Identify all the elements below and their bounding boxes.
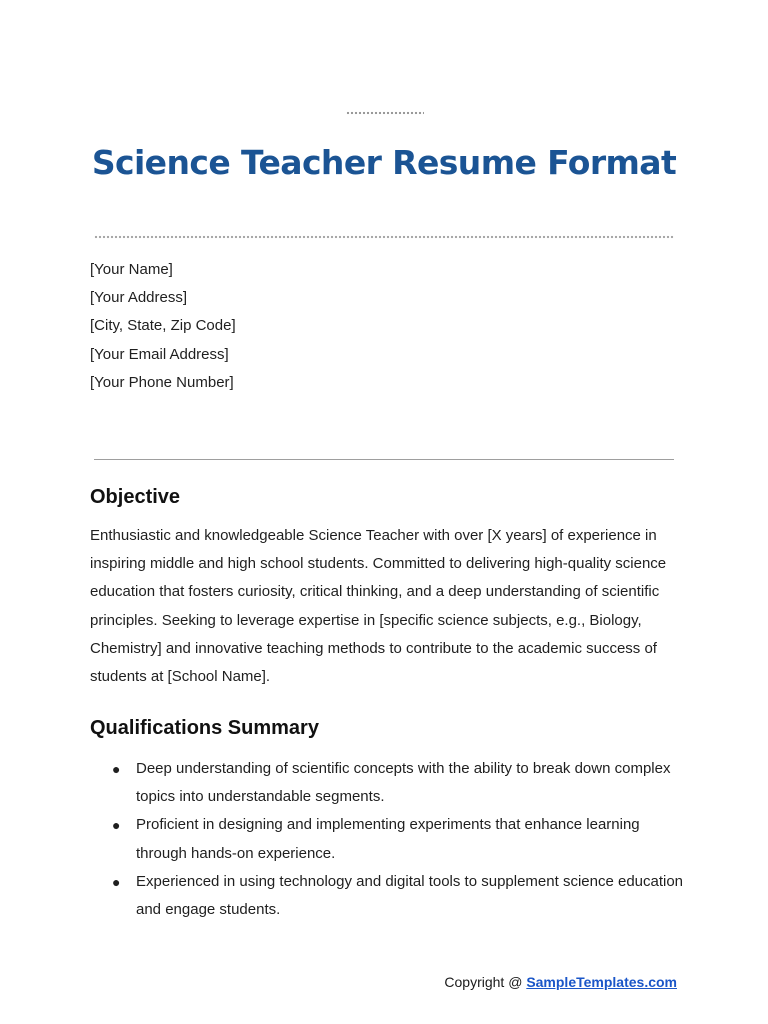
qualifications-heading: Qualifications Summary xyxy=(90,717,319,739)
qualifications-list xyxy=(90,755,690,924)
contact-address: [Your Address] xyxy=(90,289,188,307)
objective-heading: Objective xyxy=(90,486,181,508)
contact-block xyxy=(90,256,236,397)
qualification-text: Deep understanding of scientific concepts with the ability to break down complex topics into understandable segments. xyxy=(136,760,671,806)
bullet-icon: ● xyxy=(112,873,121,890)
title-dotted-divider xyxy=(94,235,674,239)
contact-phone: [Your Phone Number] xyxy=(90,373,234,391)
list-item xyxy=(90,755,690,811)
objective-paragraph: Enthusiastic and knowledgeable Science Teacher with over [X years] of experience in inspiring middle and high school students. Committed to delivering high-quality science education that fosters curiosity, critical thinking, and a deep understanding of scientific principles. Seeking to leverage expertise in [specific science subjects, e.g., Biology, Chemistry] and innovative teaching methods to contribute to the academic success of students at [School Name]. xyxy=(90,527,667,686)
contact-email: [Your Email Address] xyxy=(90,345,229,363)
bullet-icon: ● xyxy=(112,761,121,777)
top-dotted-divider xyxy=(346,111,424,115)
list-item xyxy=(90,811,690,867)
section-divider xyxy=(94,459,674,460)
contact-name: [Your Name] xyxy=(90,261,173,278)
qualification-text: Proficient in designing and implementing experiments that enhance learning through hands-on experience. xyxy=(136,816,640,862)
qualification-text: Experienced in using technology and digital tools to supplement science education and engage students. xyxy=(136,872,684,919)
bullet-icon: ● xyxy=(112,817,121,834)
sampletemplates-link[interactable]: SampleTemplates.com xyxy=(526,974,677,990)
contact-city-state-zip: [City, State, Zip Code] xyxy=(90,317,236,335)
list-item xyxy=(90,868,690,924)
footer-copyright xyxy=(444,972,677,992)
copyright-label: Copyright @ xyxy=(444,974,527,990)
document-title: Science Teacher Resume Format xyxy=(91,143,677,182)
